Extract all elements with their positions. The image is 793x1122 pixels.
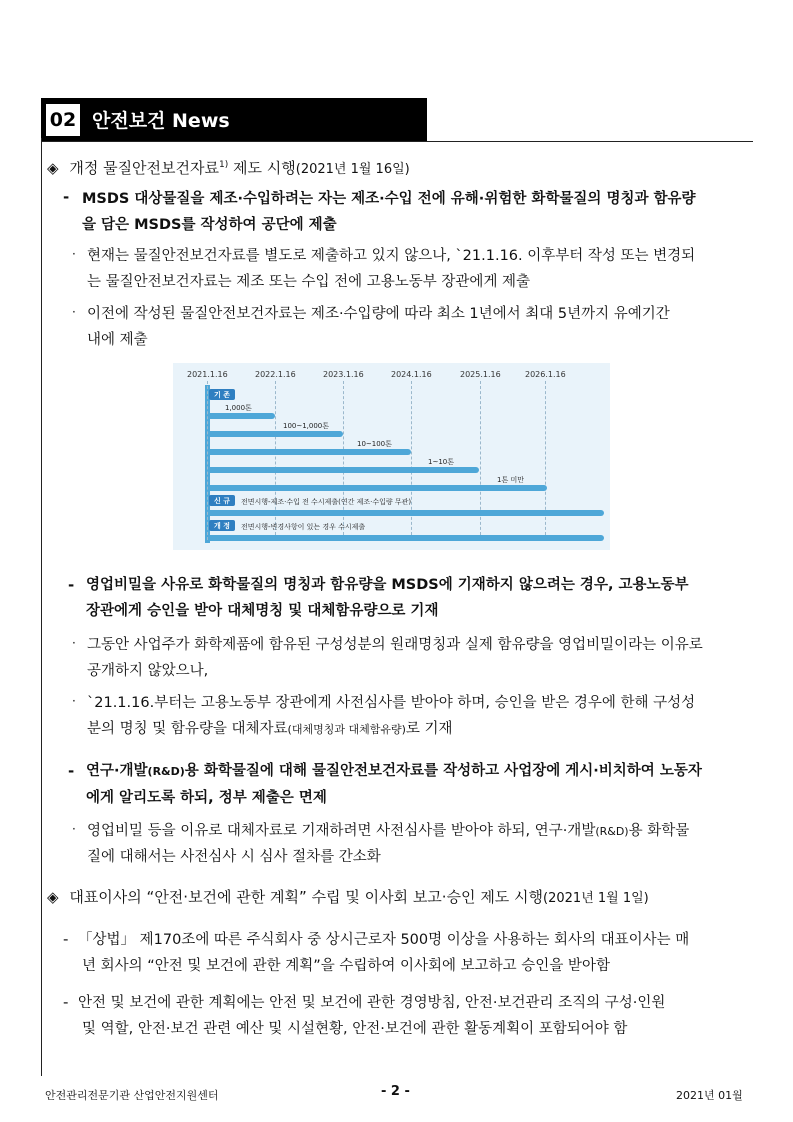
dash-bullet-icon: - (68, 762, 75, 780)
dot-bullet-icon: · (72, 694, 76, 708)
revised-text: 전면시행-변경사항이 있는 경우 수시제출 (241, 523, 366, 531)
section2-heading (47, 884, 649, 912)
timeline-year-guide (343, 381, 344, 540)
item3-text-a: 연구·개발 (86, 763, 148, 779)
page-number: - 2 - (381, 1084, 410, 1099)
dot-bullet-icon: · (72, 822, 76, 836)
timeline-bar-label: 1~10톤 (428, 458, 454, 466)
item3-line1 (86, 758, 702, 785)
timeline-bar (209, 449, 411, 455)
item3-text-c: 용 화학물질에 대해 물질안전보건자료를 작성하고 사업장에 게시·비치하여 노동자 (184, 763, 702, 779)
item1-line1: MSDS 대상물질을 제조·수입하려는 자는 제조·수입 전에 유해·위험한 화학물질의 명칭과 함유량 (82, 191, 696, 207)
timeline-bar (209, 467, 479, 473)
section2-item2-line1: 안전 및 보건에 관한 계획에는 안전 및 보건에 관한 경영방침, 안전·보건관리 조직의 구성·인원 (78, 995, 666, 1011)
section-header (41, 98, 427, 141)
dash-bullet-icon: - (63, 188, 70, 206)
item3-rd: (R&D) (147, 765, 185, 778)
timeline-bar (209, 413, 275, 419)
section2-item1-line2: 년 회사의 “안전 및 보건에 관한 계획”을 수립하여 이사회에 보고하고 승인을 받아함 (82, 958, 610, 974)
item2-sub1-line2: 공개하지 않았으나, (87, 663, 209, 679)
dash-bullet-icon: - (63, 930, 69, 948)
timeline-year-label: 2021.1.16 (187, 370, 228, 379)
timeline-bar (209, 431, 343, 437)
footer-right: 2021년 01월 (676, 1089, 743, 1102)
section2-item1-line1: 「상법」 제170조에 따른 주식회사 중 상시근로자 500명 이상을 사용하는 회사의 대표이사는 매 (78, 932, 690, 948)
dot-bullet-icon: · (72, 636, 76, 650)
timeline-bar-label: 10~100톤 (357, 440, 392, 448)
section1-title: 개정 물질안전보건자료 (69, 159, 219, 177)
item2-sub1-line1: 그동안 사업주가 화학제품에 함유된 구성성분의 원래명칭과 실제 함유량을 영업비밀이라는 이유로 (87, 637, 703, 653)
timeline-year-guide (411, 381, 412, 540)
section1-date: (2021년 1월 16일) (295, 162, 410, 177)
new-bar (209, 510, 604, 516)
item2-sub2-note: (대체명칭과 대체함유량) (287, 723, 406, 736)
item3-sub1-line1 (87, 818, 689, 845)
section-number: 02 (46, 104, 80, 136)
item1-sub2-line1: 이전에 작성된 물질안전보건자료는 제조·수입량에 따라 최소 1년에서 최대 5년까지 유예기간 (87, 306, 670, 322)
dash-bullet-icon: - (68, 576, 75, 594)
section-title: 안전보건 News (92, 110, 230, 132)
item2-sub2-text: 분의 명칭 및 함유량을 대체자료 (87, 721, 288, 737)
item3-sub-text-c: 용 화학물 (628, 823, 690, 839)
diamond-bullet-icon: ◈ (47, 888, 59, 906)
item1-line2: 을 담은 MSDS를 작성하여 공단에 제출 (82, 217, 337, 233)
timeline-year-label: 2022.1.16 (255, 370, 296, 379)
timeline-year-guide (480, 381, 481, 540)
revised-bar (209, 535, 604, 541)
dash-bullet-icon: - (63, 993, 69, 1011)
item2-line2: 장관에게 승인을 받아 대체명칭 및 대체함유량으로 기재 (86, 603, 439, 619)
section2-date: (2021년 1월 1일) (543, 891, 649, 906)
timeline-bar-label: 100~1,000톤 (283, 422, 330, 430)
timeline-bar-label: 1톤 미만 (497, 476, 524, 484)
timeline-year-guide (545, 381, 546, 540)
dot-bullet-icon: · (72, 247, 76, 261)
item3-sub1-line2: 질에 대해서는 사전심사 시 심사 절차를 간소화 (87, 849, 381, 865)
timeline-year-guide (275, 381, 276, 540)
timeline-bar-label: 1,000톤 (225, 404, 252, 412)
revised-tag: 개 정 (209, 520, 235, 531)
footnote-marker: 1) (219, 160, 229, 170)
item1-sub1-line2: 는 물질안전보건자료는 제조 또는 수입 전에 고용노동부 장관에게 제출 (87, 274, 531, 290)
timeline-year-label: 2024.1.16 (391, 370, 432, 379)
item3-sub-rd: (R&D) (595, 825, 629, 838)
timeline-year-label: 2023.1.16 (323, 370, 364, 379)
new-text: 전면시행-제조·수입 전 수시제출(연간 제조·수입량 무관) (241, 498, 412, 506)
timeline-bar (209, 485, 547, 491)
item3-sub-text-a: 영업비밀 등을 이유로 대체자료로 기재하려면 사전심사를 받아야 하되, 연구·개발 (87, 823, 596, 839)
new-tag: 신 규 (209, 495, 235, 506)
diamond-bullet-icon: ◈ (47, 159, 59, 177)
header-rule (41, 141, 753, 142)
section1-heading (47, 152, 410, 183)
dot-bullet-icon: · (72, 305, 76, 319)
item1-sub2-line2: 내에 제출 (87, 332, 148, 348)
section1-title2: 제도 시행 (228, 159, 296, 177)
footer-left: 안전관리전문기관 산업안전지원센터 (45, 1089, 219, 1102)
left-rule (41, 138, 42, 1076)
section2-title: 대표이사의 “안전·보건에 관한 계획” 수립 및 이사회 보고·승인 제도 시행 (69, 888, 544, 906)
item2-sub2-line1: `21.1.16.부터는 고용노동부 장관에게 사전심사를 받아야 하며, 승인을 받은 경우에 한해 구성성 (87, 695, 696, 711)
timeline-year-label: 2026.1.16 (525, 370, 566, 379)
item3-line2: 에게 알리도록 하되, 정부 제출은 면제 (86, 790, 327, 806)
timeline-year-guide (207, 381, 208, 540)
msds-timeline-figure (173, 363, 610, 550)
existing-tag: 기 존 (209, 389, 235, 400)
item2-sub2-line2 (87, 716, 453, 743)
item2-line1: 영업비밀을 사유로 화학물질의 명칭과 함유량을 MSDS에 기재하지 않으려는 경우, 고용노동부 (86, 577, 689, 593)
timeline-year-label: 2025.1.16 (460, 370, 501, 379)
item1-sub1-line1: 현재는 물질안전보건자료를 별도로 제출하고 있지 않으나, `21.1.16. 이후부터 작성 또는 변경되 (87, 248, 696, 264)
section2-item2-line2: 및 역할, 안전·보건 관련 예산 및 시설현황, 안전·보건에 관한 활동계획이 포함되어야 함 (82, 1021, 628, 1037)
item2-sub2-tail: 로 기재 (405, 721, 453, 737)
